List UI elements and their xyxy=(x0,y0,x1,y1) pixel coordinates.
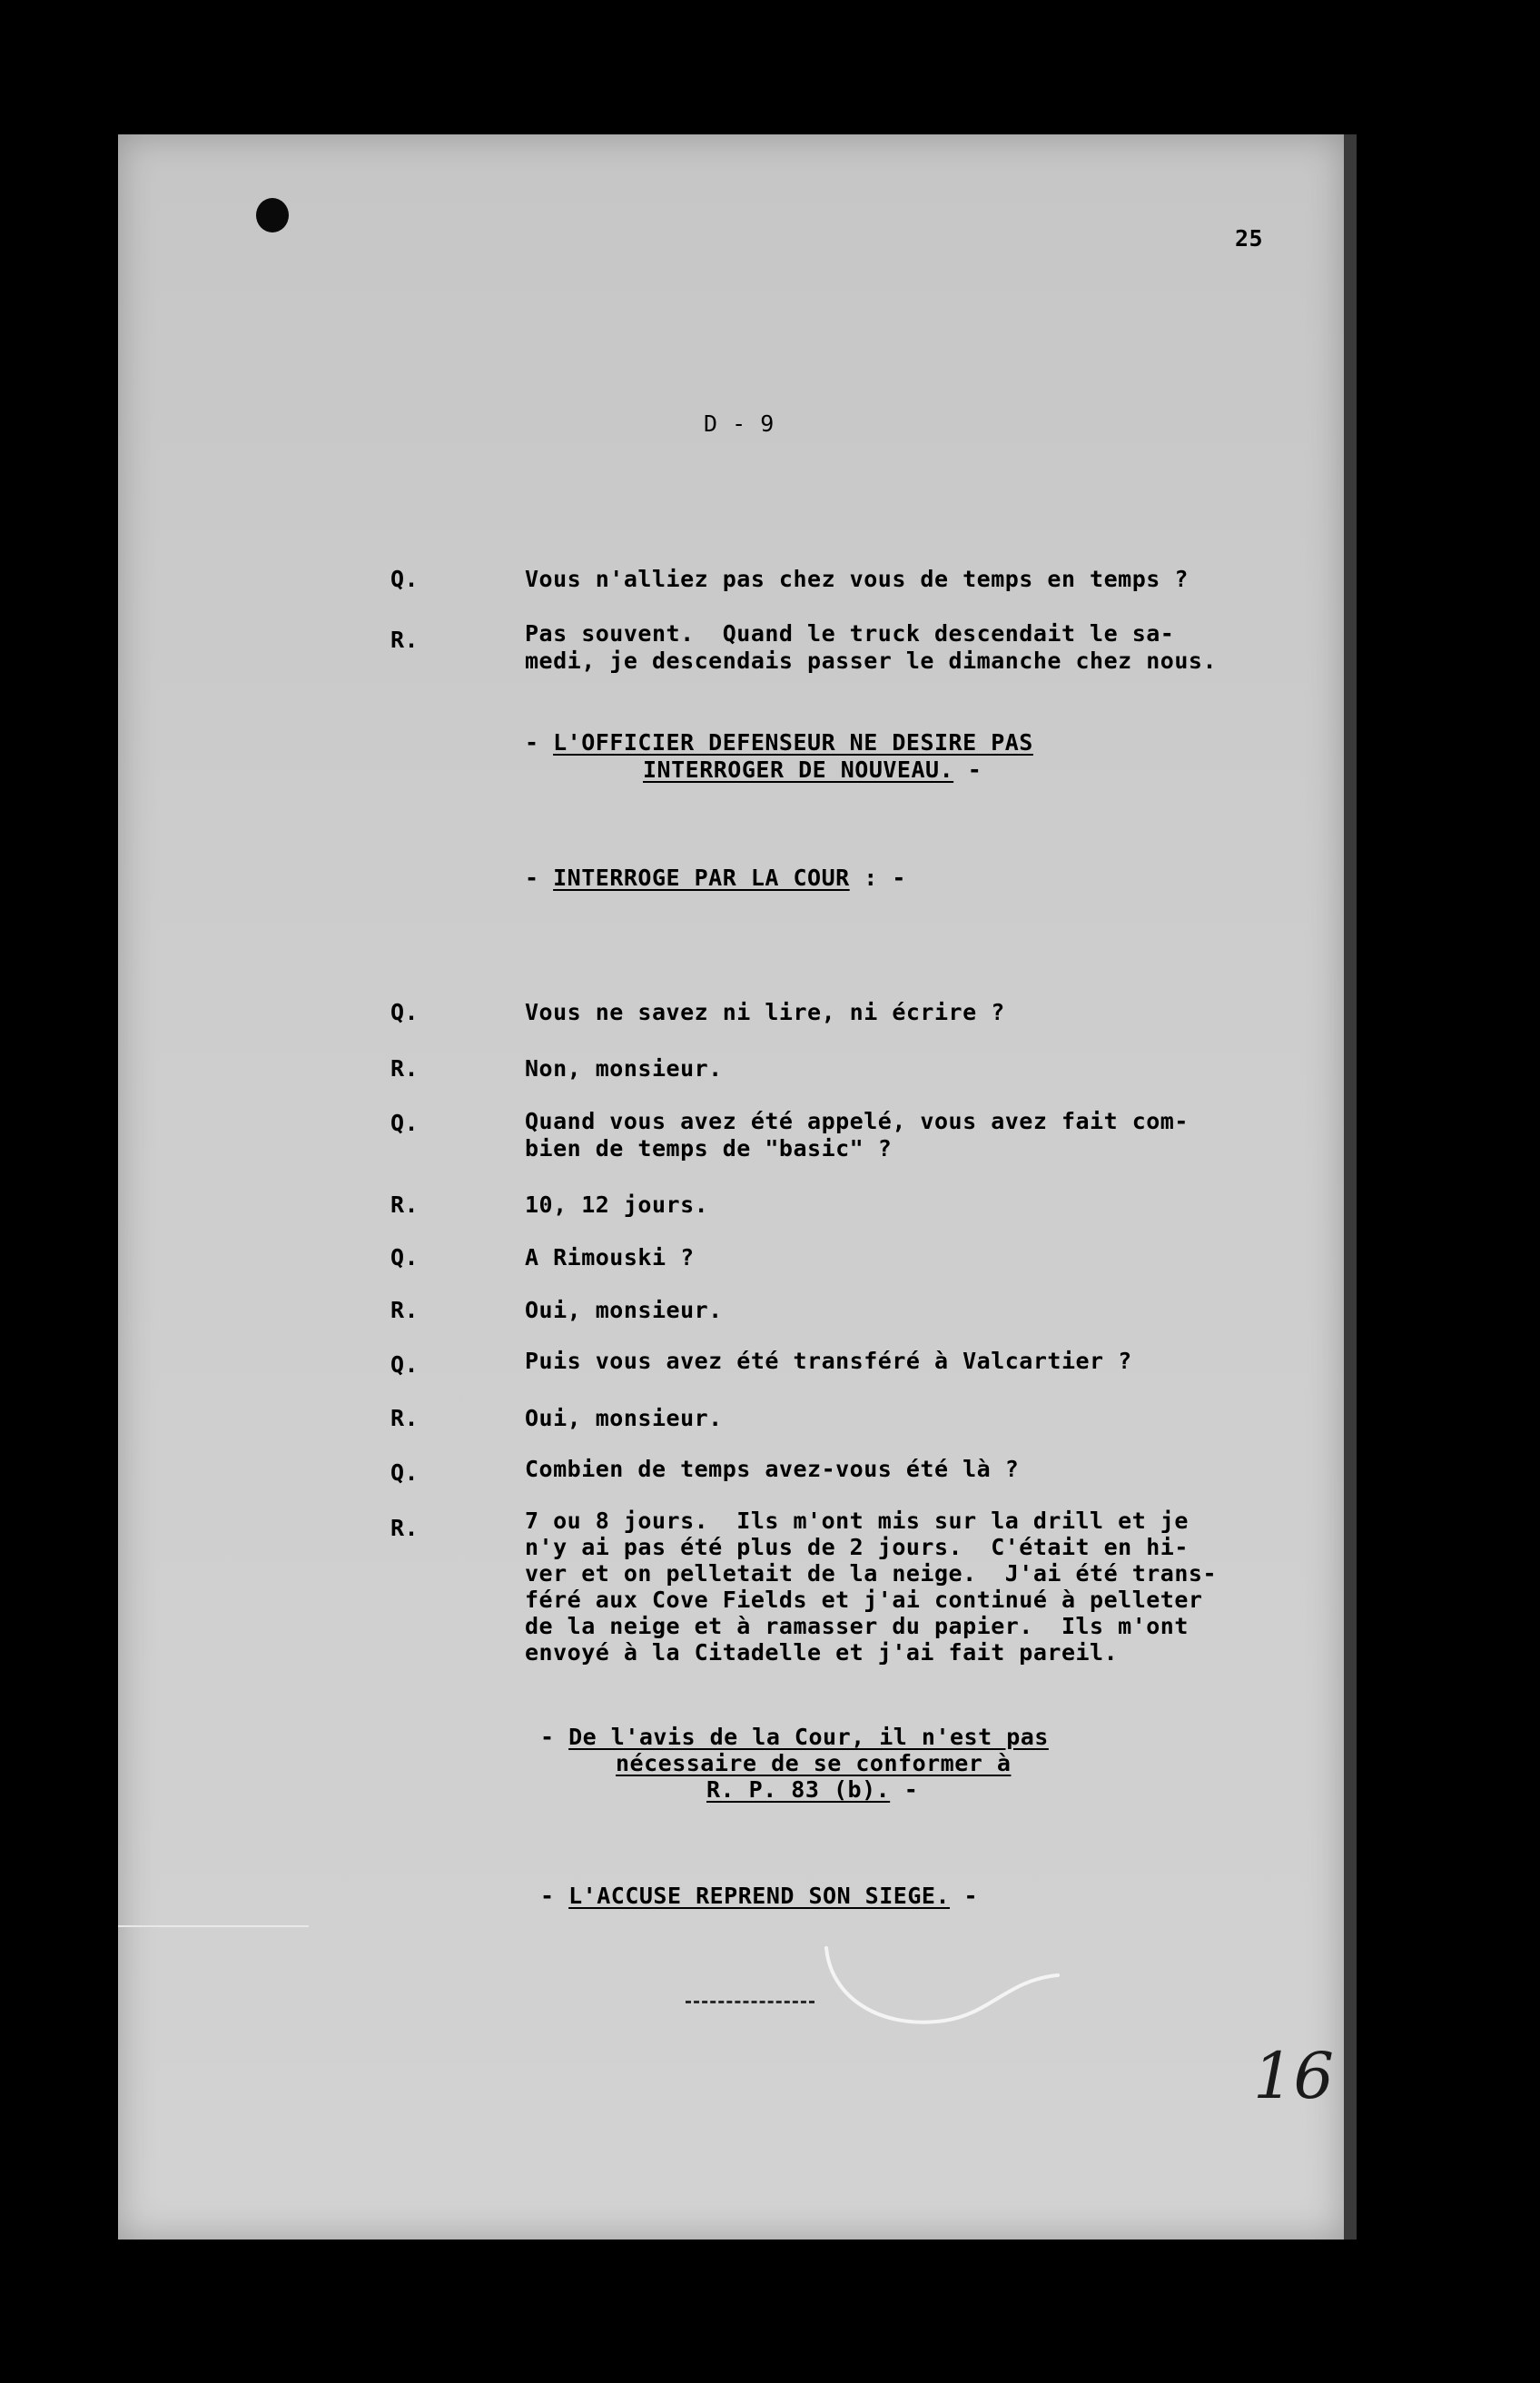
page-number: 25 xyxy=(1235,225,1264,252)
transcript-line: A Rimouski ? xyxy=(525,1244,695,1271)
transcript-line: Vous n'alliez pas chez vous de temps en temps ? xyxy=(525,566,1189,592)
document-page xyxy=(118,134,1344,2240)
speaker-label: R. xyxy=(390,1055,420,1082)
heading-text: De l'avis de la Cour, il n'est pas xyxy=(568,1724,1049,1750)
heading-line xyxy=(616,1750,1011,1777)
section-heading: - L'ACCUSE REPREND SON SIEGE. - xyxy=(540,1883,979,1909)
transcript-line: de la neige et à ramasser du papier. Ils m'ont xyxy=(525,1613,1189,1639)
speaker-label: R. xyxy=(390,1515,420,1541)
handwritten-page-number: 16 xyxy=(1253,2039,1335,2113)
heading-text: L'OFFICIER DEFENSEUR NE DESIRE PAS xyxy=(553,729,1033,756)
page-edge-shadow xyxy=(1344,134,1357,2240)
heading-text: R. P. 83 (b). xyxy=(706,1776,891,1803)
heading-text: INTERROGE PAR LA COUR xyxy=(553,865,850,891)
transcript-line: ver et on pelletait de la neige. J'ai été trans- xyxy=(525,1560,1218,1587)
transcript-line: féré aux Cove Fields et j'ai continué à pelleter xyxy=(525,1587,1203,1613)
heading-text: INTERROGER DE NOUVEAU. xyxy=(643,756,954,783)
transcript-line: Pas souvent. Quand le truck descendait le sa- xyxy=(525,620,1175,647)
speaker-label: Q. xyxy=(390,1244,420,1271)
heading-line: - De l'avis de la Cour, il n'est pas xyxy=(540,1724,1049,1750)
heading-line: - L'OFFICIER DEFENSEUR NE DESIRE PAS xyxy=(525,729,1033,756)
transcript-line: 7 ou 8 jours. Ils m'ont mis sur la drill et je xyxy=(525,1508,1189,1534)
transcript-line: Puis vous avez été transféré à Valcartier ? xyxy=(525,1348,1132,1374)
section-heading: - INTERROGE PAR LA COUR : - xyxy=(525,865,906,891)
section-reference: D - 9 xyxy=(704,410,775,437)
speaker-label: R. xyxy=(390,1405,420,1431)
speaker-label: R. xyxy=(390,627,420,653)
speaker-label: Q. xyxy=(390,999,420,1025)
transcript-line: bien de temps de "basic" ? xyxy=(525,1135,893,1162)
speaker-label: Q. xyxy=(390,1351,420,1378)
speaker-label: R. xyxy=(390,1192,420,1218)
heading-line: INTERROGER DE NOUVEAU. - xyxy=(643,756,982,783)
transcript-line: Non, monsieur. xyxy=(525,1055,723,1082)
transcript-line: 10, 12 jours. xyxy=(525,1192,709,1218)
pen-stroke-mark xyxy=(808,1943,1071,2043)
transcript-line: Combien de temps avez-vous été là ? xyxy=(525,1456,1020,1482)
speaker-label: Q. xyxy=(390,1459,420,1486)
transcript-line: Quand vous avez été appelé, vous avez fait com- xyxy=(525,1108,1189,1134)
transcript-line: medi, je descendais passer le dimanche chez nous. xyxy=(525,648,1218,674)
speaker-label: R. xyxy=(390,1297,420,1323)
closing-rule xyxy=(686,2001,814,2003)
transcript-line: n'y ai pas été plus de 2 jours. C'était en hi- xyxy=(525,1534,1189,1560)
heading-line: R. P. 83 (b). - xyxy=(706,1776,919,1803)
speaker-label: Q. xyxy=(390,1110,420,1136)
punch-hole xyxy=(256,198,289,232)
heading-text: nécessaire de se conformer à xyxy=(616,1750,1012,1776)
speaker-label: Q. xyxy=(390,566,420,592)
transcript-line: Oui, monsieur. xyxy=(525,1405,723,1431)
scan-scratch xyxy=(118,1925,309,1927)
transcript-line: envoyé à la Citadelle et j'ai fait pareil. xyxy=(525,1639,1119,1666)
transcript-line: Vous ne savez ni lire, ni écrire ? xyxy=(525,999,1005,1025)
transcript-line: Oui, monsieur. xyxy=(525,1297,723,1323)
heading-text: L'ACCUSE REPREND SON SIEGE. xyxy=(568,1883,950,1909)
